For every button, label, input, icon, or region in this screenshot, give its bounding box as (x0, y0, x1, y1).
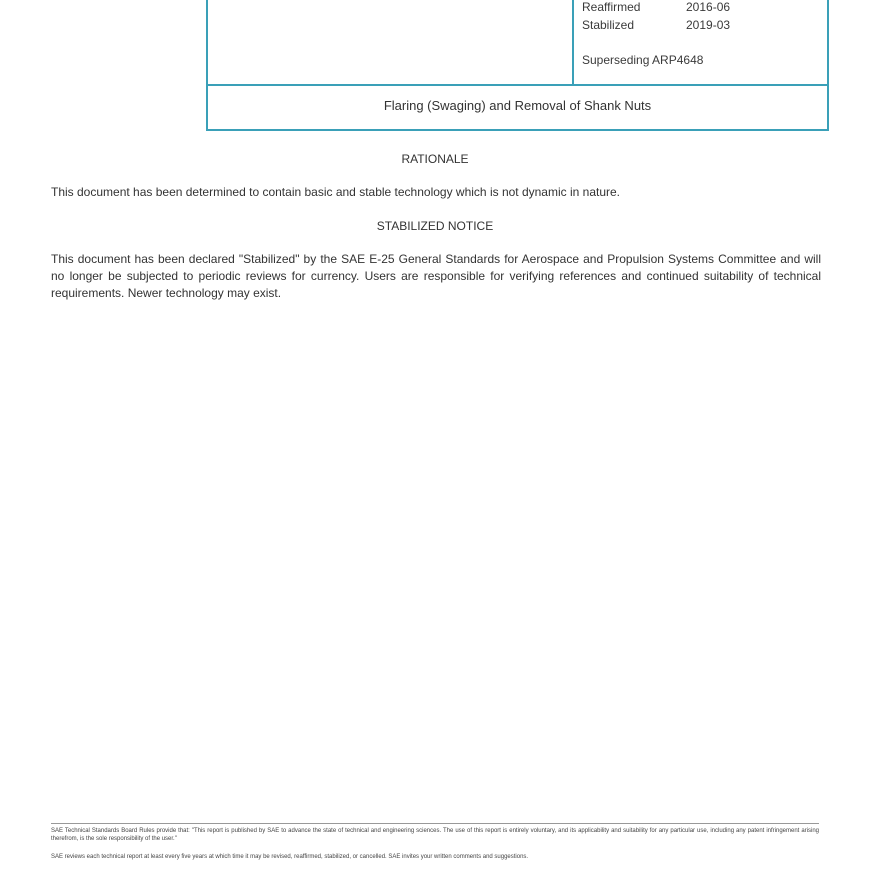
document-header-box (206, 0, 829, 131)
stabilized-notice-text: This document has been declared "Stabilized" by the SAE E-25 General Standards for Aerospace and Propulsion Systems Committee and will no longer be subjected to periodic reviews for currency. Users are responsible for verifying references and continued suitability of technical requirements. Newer technology may exist. (51, 252, 821, 300)
footer-rule (51, 823, 819, 824)
meta-label: Stabilized (582, 18, 635, 32)
document-title: Flaring (Swaging) and Removal of Shank Nuts (383, 98, 652, 113)
superseding-note: Superseding ARP4648 (582, 53, 704, 67)
meta-row-stabilized (582, 18, 730, 32)
footer-line-2: SAE reviews each technical report at least every five years at which time it may be revised, reaffirmed, stabilized, or cancelled. SAE invites your written comments and suggestions. (51, 854, 529, 860)
header-column-divider (572, 0, 574, 84)
meta-value: 2016-06 (686, 0, 731, 14)
meta-value: 2019-03 (686, 18, 731, 32)
rationale-heading: RATIONALE (401, 152, 469, 166)
stabilized-notice-heading: STABILIZED NOTICE (376, 219, 494, 233)
footer-line-1: SAE Technical Standards Board Rules provide that: "This report is published by SAE to advance the state of technical and engineering sciences. The use of this report is entirely voluntary, and its applicability and suitability for any particular use, including any patent infringement arising therefrom, is the sole responsibility of the user." (51, 828, 819, 842)
rationale-text: This document has been determined to contain basic and stable technology which is not dynamic in nature. (51, 185, 621, 199)
meta-row-reaffirmed (582, 0, 730, 14)
meta-label: Reaffirmed (582, 0, 641, 14)
header-top-section (208, 0, 827, 86)
